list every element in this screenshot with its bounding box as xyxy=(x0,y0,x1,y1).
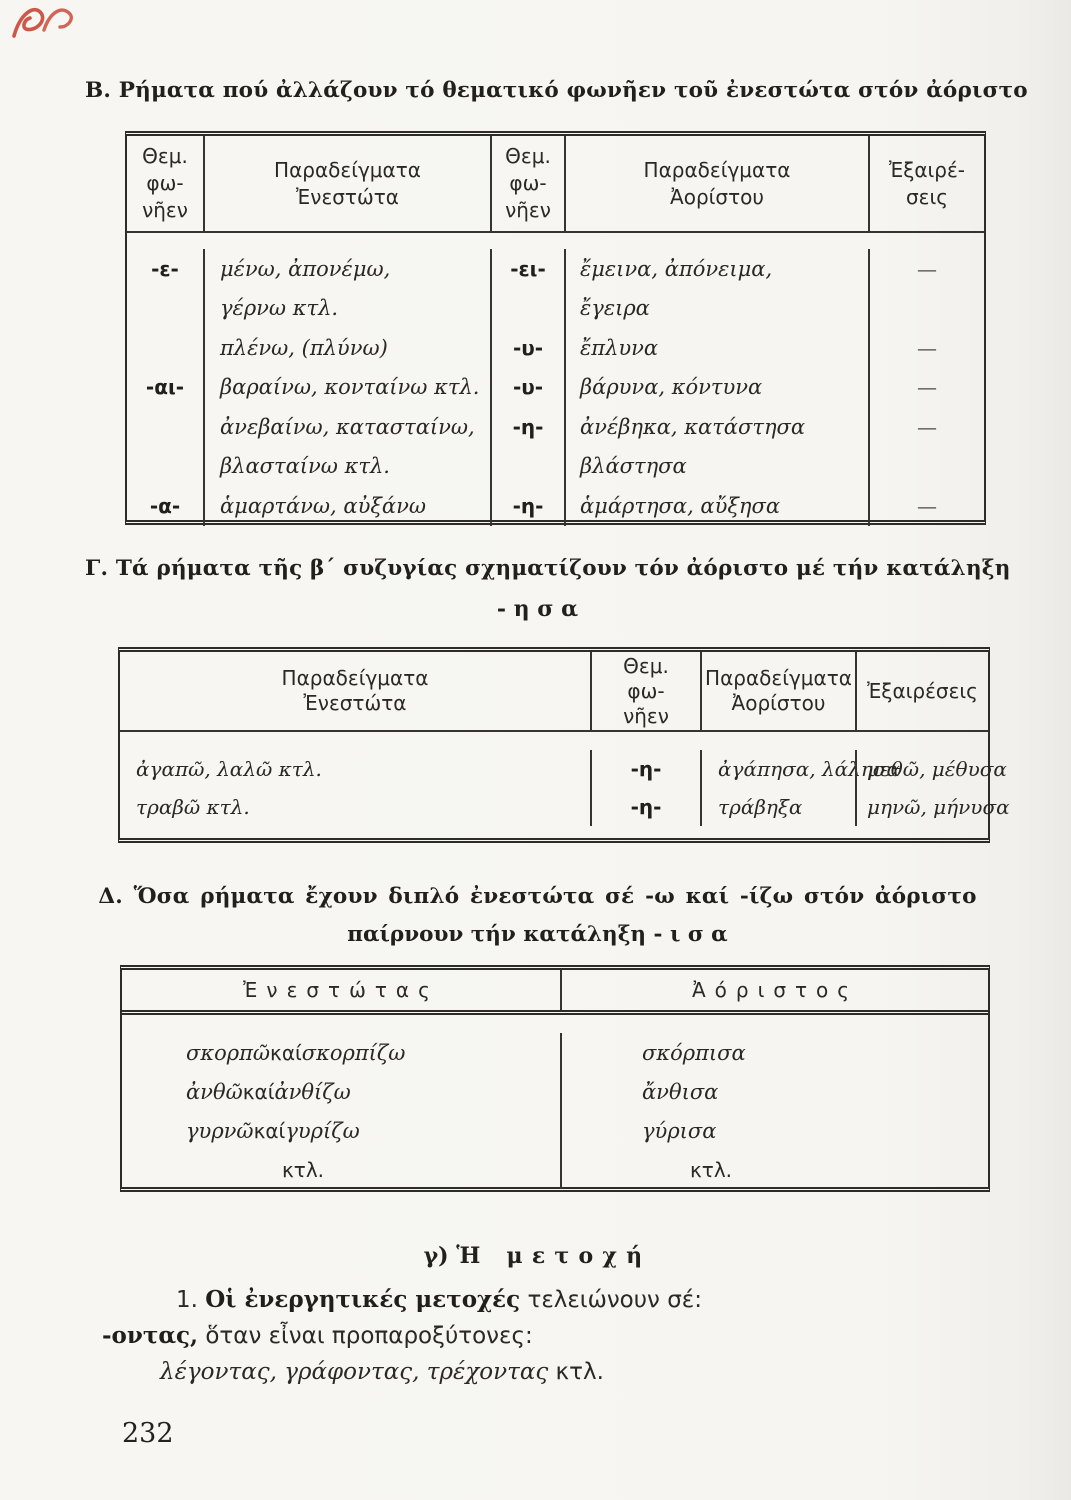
heading-prefix: γ) xyxy=(423,1243,449,1269)
page-number: 232 xyxy=(122,1418,174,1449)
table-vowel-change-body xyxy=(127,233,984,526)
section-c-title-line1: Γ. Τά ρήματα τῆς β΄ συζυγίας σχηματίζουν τόν ἀόριστο μέ τήν κατάληξη xyxy=(85,556,1011,581)
header-line: Παραδείγματα xyxy=(281,666,429,690)
exception-example: μεθῶ, μέθυσα xyxy=(855,750,1010,788)
header-paradeigmata-enestota xyxy=(203,136,490,231)
table-double-present xyxy=(120,965,990,1192)
header-line: νῆεν xyxy=(505,198,551,222)
header-exaireseis xyxy=(855,652,988,730)
header-line: Ἀορίστου xyxy=(670,184,764,209)
present-pair xyxy=(122,1111,560,1150)
vowel-cell xyxy=(127,328,203,368)
header-them-fonien-1 xyxy=(127,136,203,231)
vowel-cell: -η- xyxy=(590,750,700,788)
present-example: πλένω, (πλύνω) xyxy=(203,328,490,368)
header-line: Ἐνεστώτα xyxy=(303,691,407,715)
vowel-cell xyxy=(490,447,564,487)
red-pen-scribble-icon xyxy=(4,0,82,48)
table-b-conjugation xyxy=(118,647,1010,843)
present-form: σκορπίζω xyxy=(301,1040,406,1065)
header-line: Παραδείγματα xyxy=(643,157,791,182)
vowel-cell: -αι- xyxy=(145,375,185,400)
participle-paragraph-1 xyxy=(176,1286,702,1313)
plain-phrase: ὅταν εἶναι προπαροξύτονες: xyxy=(198,1323,533,1349)
vowel-cell: -η- xyxy=(490,407,564,447)
present-example: γέρνω κτλ. xyxy=(203,289,490,329)
table-double-present-header xyxy=(122,970,988,1015)
present-example: ἁμαρτάνω, αὐξάνω xyxy=(203,486,490,526)
header-line: Θεμ. xyxy=(623,653,669,678)
header-line: φω- xyxy=(509,171,547,195)
exception-dash: — xyxy=(868,328,984,368)
table-b-conjugation-body xyxy=(120,732,1010,844)
conjunction: καί xyxy=(253,1118,286,1143)
conjunction: καί xyxy=(242,1079,275,1104)
exception-dash xyxy=(868,289,984,329)
present-example: τραβῶ κτλ. xyxy=(136,795,250,819)
header-them-fonien-2 xyxy=(490,136,564,231)
header-line: σεις xyxy=(906,184,948,209)
header-line: νῆεν xyxy=(623,703,669,728)
header-paradeigmata-enestota xyxy=(120,652,590,730)
header-line: Ἐξαιρέσεις xyxy=(867,678,978,703)
present-example: μένω, ἀπονέμω, xyxy=(203,249,490,289)
table-vowel-change xyxy=(125,131,986,525)
participle-paragraph-2 xyxy=(102,1322,533,1349)
header-exaireseis xyxy=(868,136,984,231)
header-line: Ἀόριστος xyxy=(691,977,859,1002)
present-form: σκορπῶ xyxy=(186,1040,271,1065)
present-pair xyxy=(122,1033,560,1072)
header-line: φω- xyxy=(627,678,665,703)
aorist-form: γύρισα xyxy=(560,1111,988,1150)
italic-examples: λέγοντας, γράφοντας, τρέχοντας xyxy=(160,1359,549,1385)
header-line: Παραδείγματα xyxy=(274,157,421,182)
exception-example: μηνῶ, μήνυσα xyxy=(855,788,1010,826)
vowel-cell: -η- xyxy=(590,788,700,826)
vowel-cell: -α- xyxy=(149,493,181,518)
exception-dash xyxy=(868,447,984,487)
exception-dash: — xyxy=(868,368,984,408)
header-line: Θεμ. xyxy=(505,144,551,168)
vowel-cell xyxy=(127,289,203,329)
aorist-example: ἔγειρα xyxy=(564,289,868,329)
present-form: γυρίζω xyxy=(285,1118,360,1143)
present-example: βαραίνω, κονταίνω κτλ. xyxy=(203,368,490,408)
conjunction: καί xyxy=(270,1040,302,1065)
bold-suffix: -οντας, xyxy=(102,1322,199,1349)
header-line: νῆεν xyxy=(142,198,188,222)
aorist-example: τράβηξα xyxy=(700,788,855,826)
aorist-example: ἁμάρτησα, αὔξησα xyxy=(564,486,868,526)
aorist-example: ἔμεινα, ἀπόνειμα, xyxy=(564,249,868,289)
table-vowel-change-header xyxy=(127,136,984,233)
participle-paragraph-3 xyxy=(160,1359,604,1385)
exception-dash: — xyxy=(868,249,984,289)
list-number: 1. xyxy=(176,1287,206,1313)
present-form: ἀνθίζω xyxy=(274,1079,351,1104)
vowel-cell: -υ- xyxy=(490,368,564,408)
present-example: βλασταίνω κτλ. xyxy=(203,447,490,487)
present-form: γυρνῶ xyxy=(186,1118,254,1143)
vowel-cell: -ει- xyxy=(490,249,564,289)
vowel-cell: -υ- xyxy=(490,328,564,368)
section-d-title-line2: παίρνουν τήν κατάληξη - ι σ α xyxy=(347,922,728,947)
aorist-example: ἔπλυνα xyxy=(564,328,868,368)
table-double-present-body xyxy=(122,1015,988,1200)
section-d-title-line1: Δ. Ὅσα ρήματα ἔχουν διπλό ἐνεστώτα σέ -ω καί -ίζω στόν ἀόριστο xyxy=(98,884,977,909)
header-line: Ἀορίστου xyxy=(731,691,826,715)
table-b-conjugation-header xyxy=(120,652,988,732)
header-line: Ἐνεστώτα xyxy=(296,184,399,209)
present-form: ἀνθῶ xyxy=(186,1079,243,1104)
aorist-example: βάρυνα, κόντυνα xyxy=(564,368,868,408)
aorist-example: βλάστησα xyxy=(564,447,868,487)
header-line: Ἐξαιρέ- xyxy=(888,157,966,182)
header-line: Παραδείγματα xyxy=(705,666,852,690)
exception-dash: — xyxy=(868,486,984,526)
header-enestotas xyxy=(122,970,560,1010)
aorist-example: ἀγάπησα, λάλησα xyxy=(700,750,855,788)
exception-dash: — xyxy=(868,407,984,447)
heading-word: Ἡ μετοχή xyxy=(456,1243,652,1269)
header-paradeigmata-aoristou xyxy=(564,136,868,231)
etc-cell: κτλ. xyxy=(282,1157,325,1182)
plain-phrase: τελειώνουν σέ: xyxy=(520,1287,702,1313)
present-pair xyxy=(122,1072,560,1111)
header-line: Ἐνεστώτας xyxy=(243,977,439,1002)
plain-phrase: κτλ. xyxy=(548,1359,604,1385)
etc-cell: κτλ. xyxy=(560,1150,988,1189)
section-b-title: Β. Ρήματα πού ἀλλάζουν τό θεματικό φωνῆεν τοῦ ἐνεστώτα στόν ἀόριστο xyxy=(85,78,1028,103)
vowel-cell xyxy=(127,407,203,447)
header-them-fonien xyxy=(590,652,700,730)
header-line: φω- xyxy=(146,171,184,195)
header-line: Θεμ. xyxy=(142,144,188,168)
aorist-form: σκόρπισα xyxy=(560,1033,988,1072)
section-c-title-line2: - η σ α xyxy=(496,596,579,622)
present-example: ἀγαπῶ, λαλῶ κτλ. xyxy=(136,757,322,781)
bold-phrase: Οἱ ἐνεργητικές μετοχές xyxy=(205,1286,521,1313)
vowel-cell: -η- xyxy=(490,486,564,526)
vowel-cell: -ε- xyxy=(151,256,179,281)
header-paradeigmata-aoristou xyxy=(700,652,855,730)
header-aoristos xyxy=(560,970,988,1010)
aorist-example: ἀνέβηκα, κατάστησα xyxy=(564,407,868,447)
vowel-cell xyxy=(490,289,564,329)
participle-heading xyxy=(85,1243,990,1269)
present-example: ἀνεβαίνω, κατασταίνω, xyxy=(203,407,490,447)
vowel-cell xyxy=(127,447,203,487)
aorist-form: ἄνθισα xyxy=(560,1072,988,1111)
